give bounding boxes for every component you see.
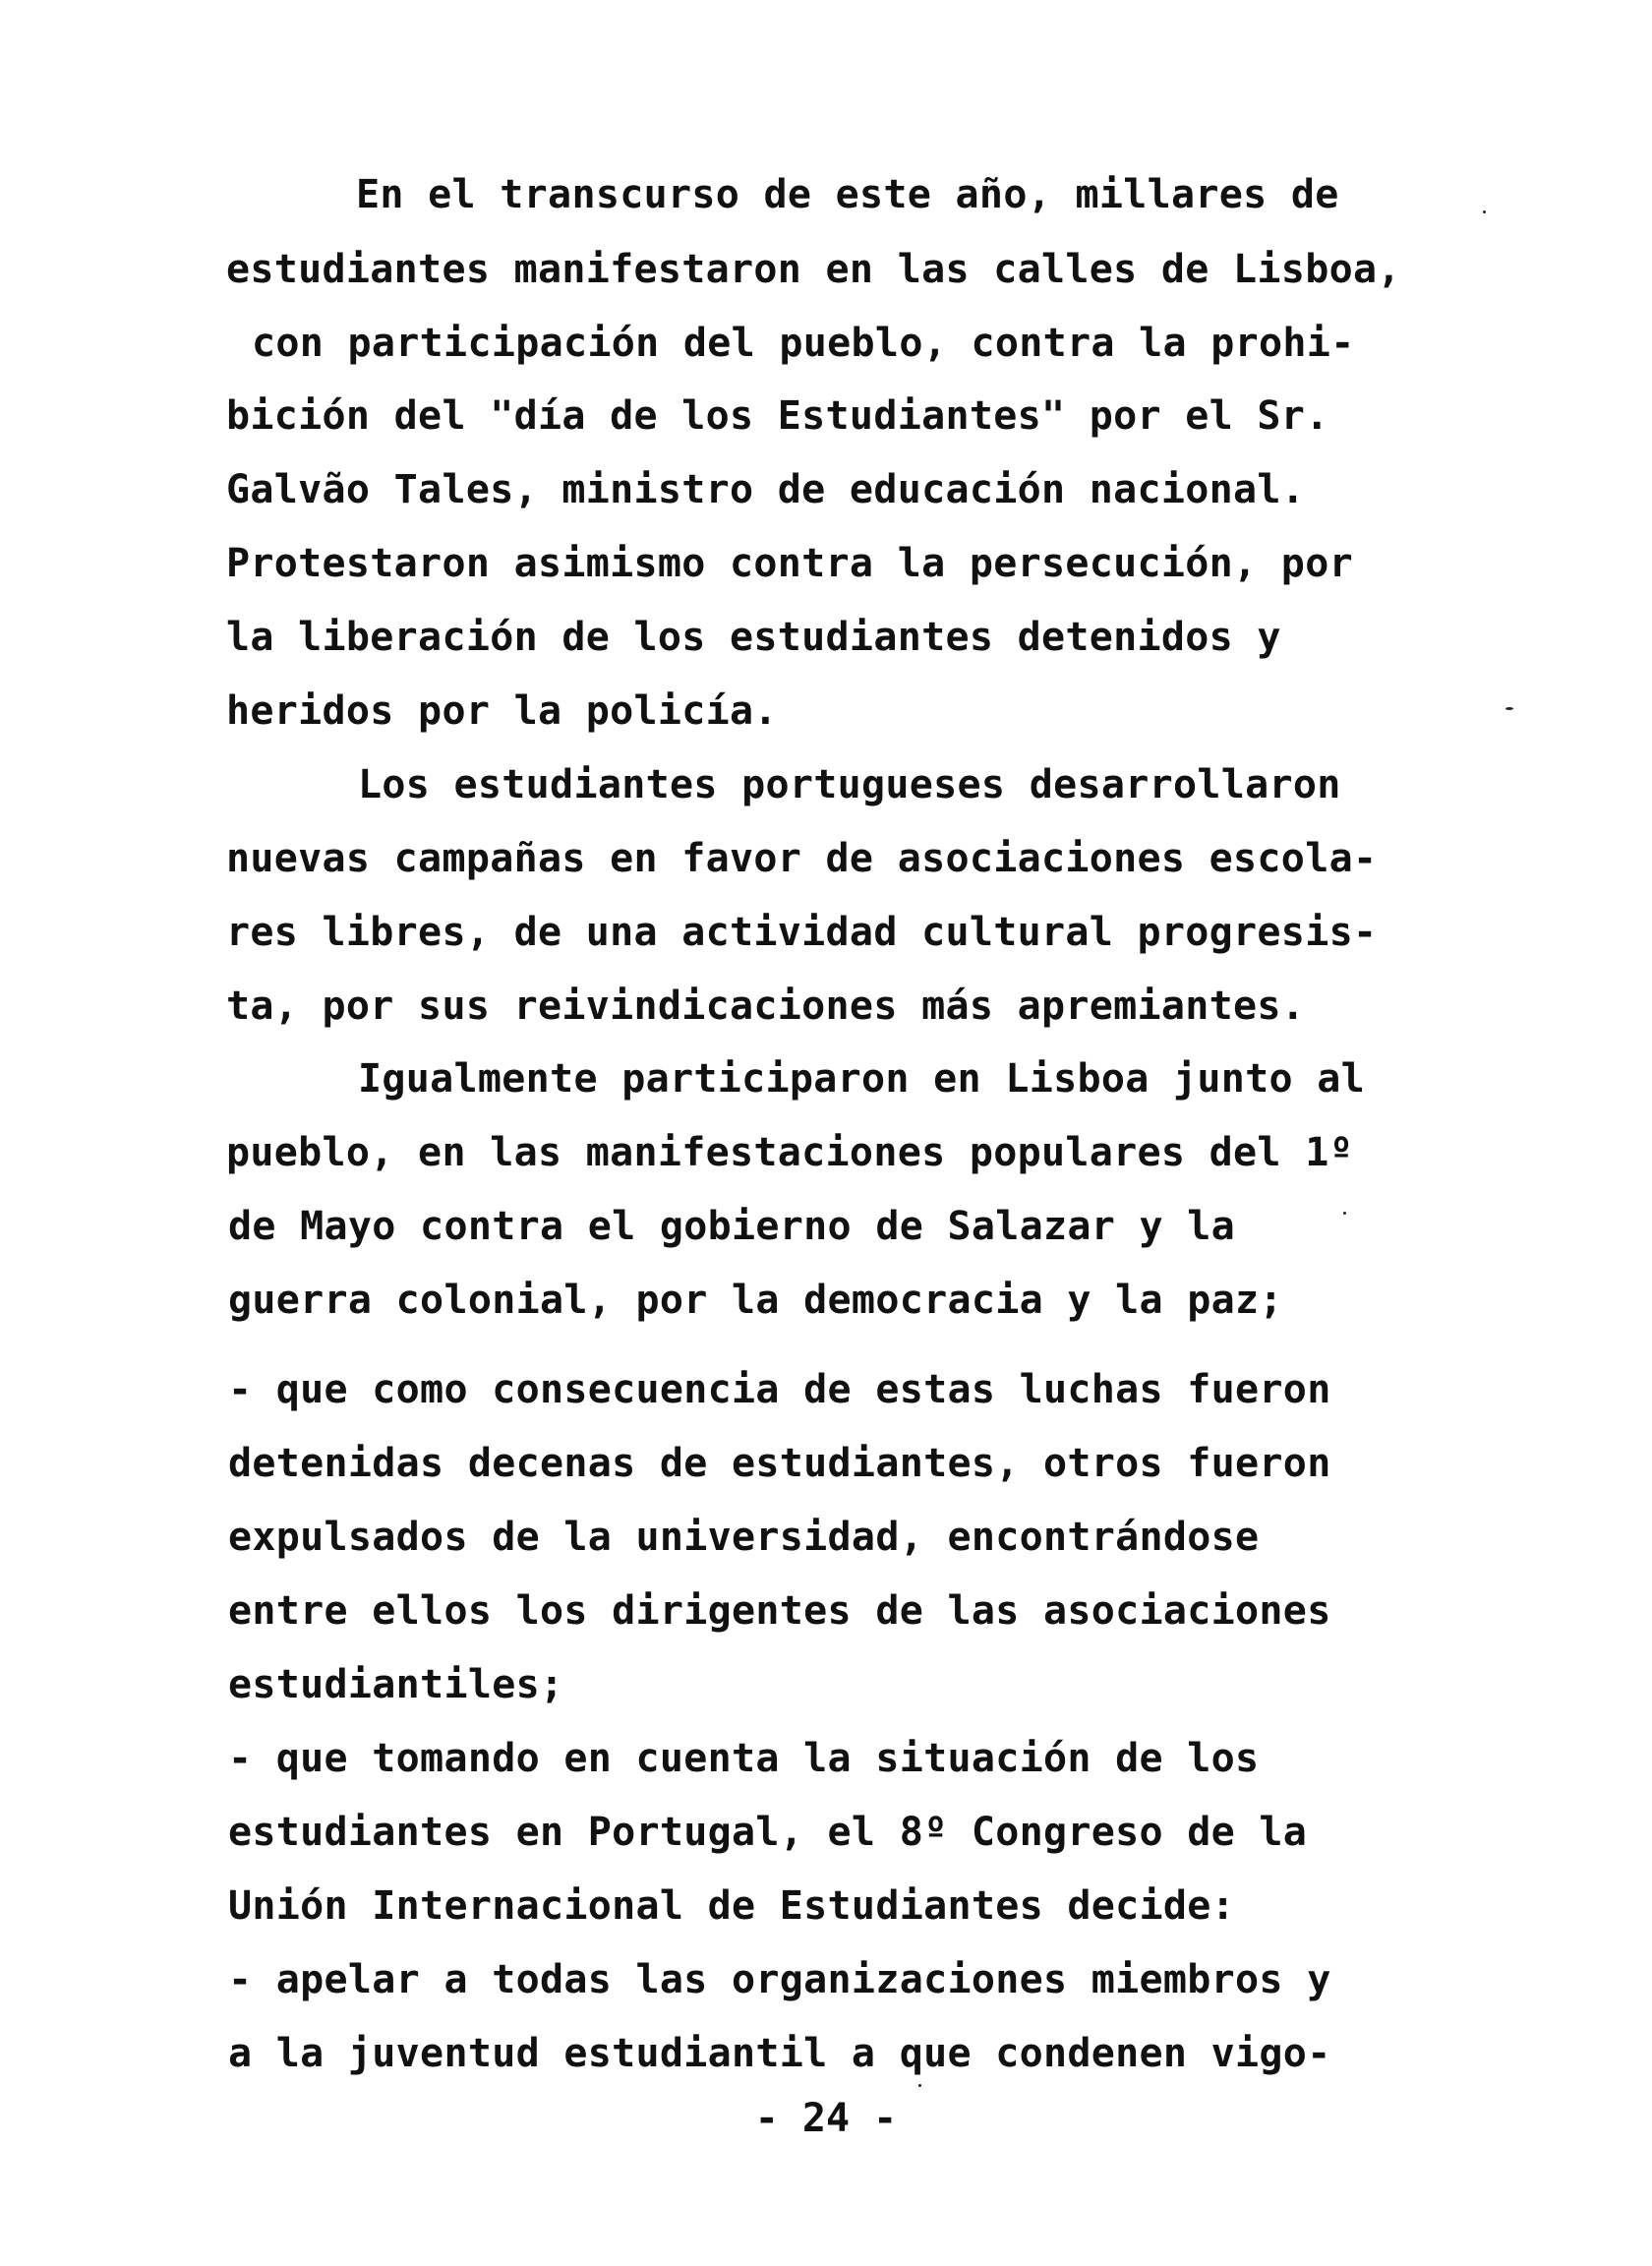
text-line-21: estudiantiles; — [228, 1662, 564, 1707]
scan-speck — [918, 2084, 921, 2087]
text-line-12: ta, por sus reivindicaciones más apremiantes. — [226, 984, 1306, 1029]
text-line-24: Unión Internacional de Estudiantes decide: — [228, 1883, 1236, 1929]
text-line-16: guerra colonial, por la democracia y la paz; — [228, 1278, 1283, 1323]
text-line-17: - que como consecuencia de estas luchas fueron — [228, 1367, 1331, 1412]
text-line-7: la liberación de los estudiantes detenidos y — [226, 615, 1281, 660]
text-line-19: expulsados de la universidad, encontrándose — [228, 1515, 1260, 1560]
text-line-8: heridos por la policía. — [226, 688, 778, 734]
text-line-20: entre ellos los dirigentes de las asociaciones — [228, 1588, 1331, 1634]
text-line-14: pueblo, en las manifestaciones populares del 1º — [226, 1130, 1353, 1175]
page-number: - 24 - — [754, 2096, 898, 2141]
text-line-23: estudiantes en Portugal, el 8º Congreso de la — [228, 1810, 1308, 1855]
text-line-6: Protestaron asimismo contra la persecución, por — [226, 541, 1353, 586]
text-line-13: Igualmente participaron en Lisboa junto al — [358, 1056, 1366, 1102]
text-line-25: - apelar a todas las organizaciones miembros y — [228, 1957, 1331, 2002]
scan-speck — [1505, 707, 1513, 710]
text-line-1: En el transcurso de este año, millares de — [356, 172, 1339, 217]
text-line-9: Los estudiantes portugueses desarrollaron — [358, 762, 1341, 807]
text-line-22: - que tomando en cuenta la situación de los — [228, 1736, 1260, 1781]
scan-speck — [1343, 1212, 1346, 1215]
text-line-4: bición del "día de los Estudiantes" por el Sr. — [226, 393, 1329, 439]
scan-speck — [1483, 210, 1486, 213]
text-line-11: res libres, de una actividad cultural progresis- — [226, 910, 1378, 955]
text-line-15: de Mayo contra el gobierno de Salazar y la — [228, 1204, 1236, 1249]
text-line-10: nuevas campañas en favor de asociaciones escola- — [226, 836, 1378, 881]
text-line-18: detenidas decenas de estudiantes, otros fueron — [228, 1441, 1331, 1486]
text-line-2: estudiantes manifestaron en las calles de Lisboa, — [226, 247, 1401, 292]
text-line-3: con participación del pueblo, contra la prohi- — [252, 321, 1355, 366]
text-line-26: a la juventud estudiantil a que condenen vigo- — [228, 2031, 1331, 2076]
text-line-5: Galvão Tales, ministro de educación nacional. — [226, 467, 1306, 512]
